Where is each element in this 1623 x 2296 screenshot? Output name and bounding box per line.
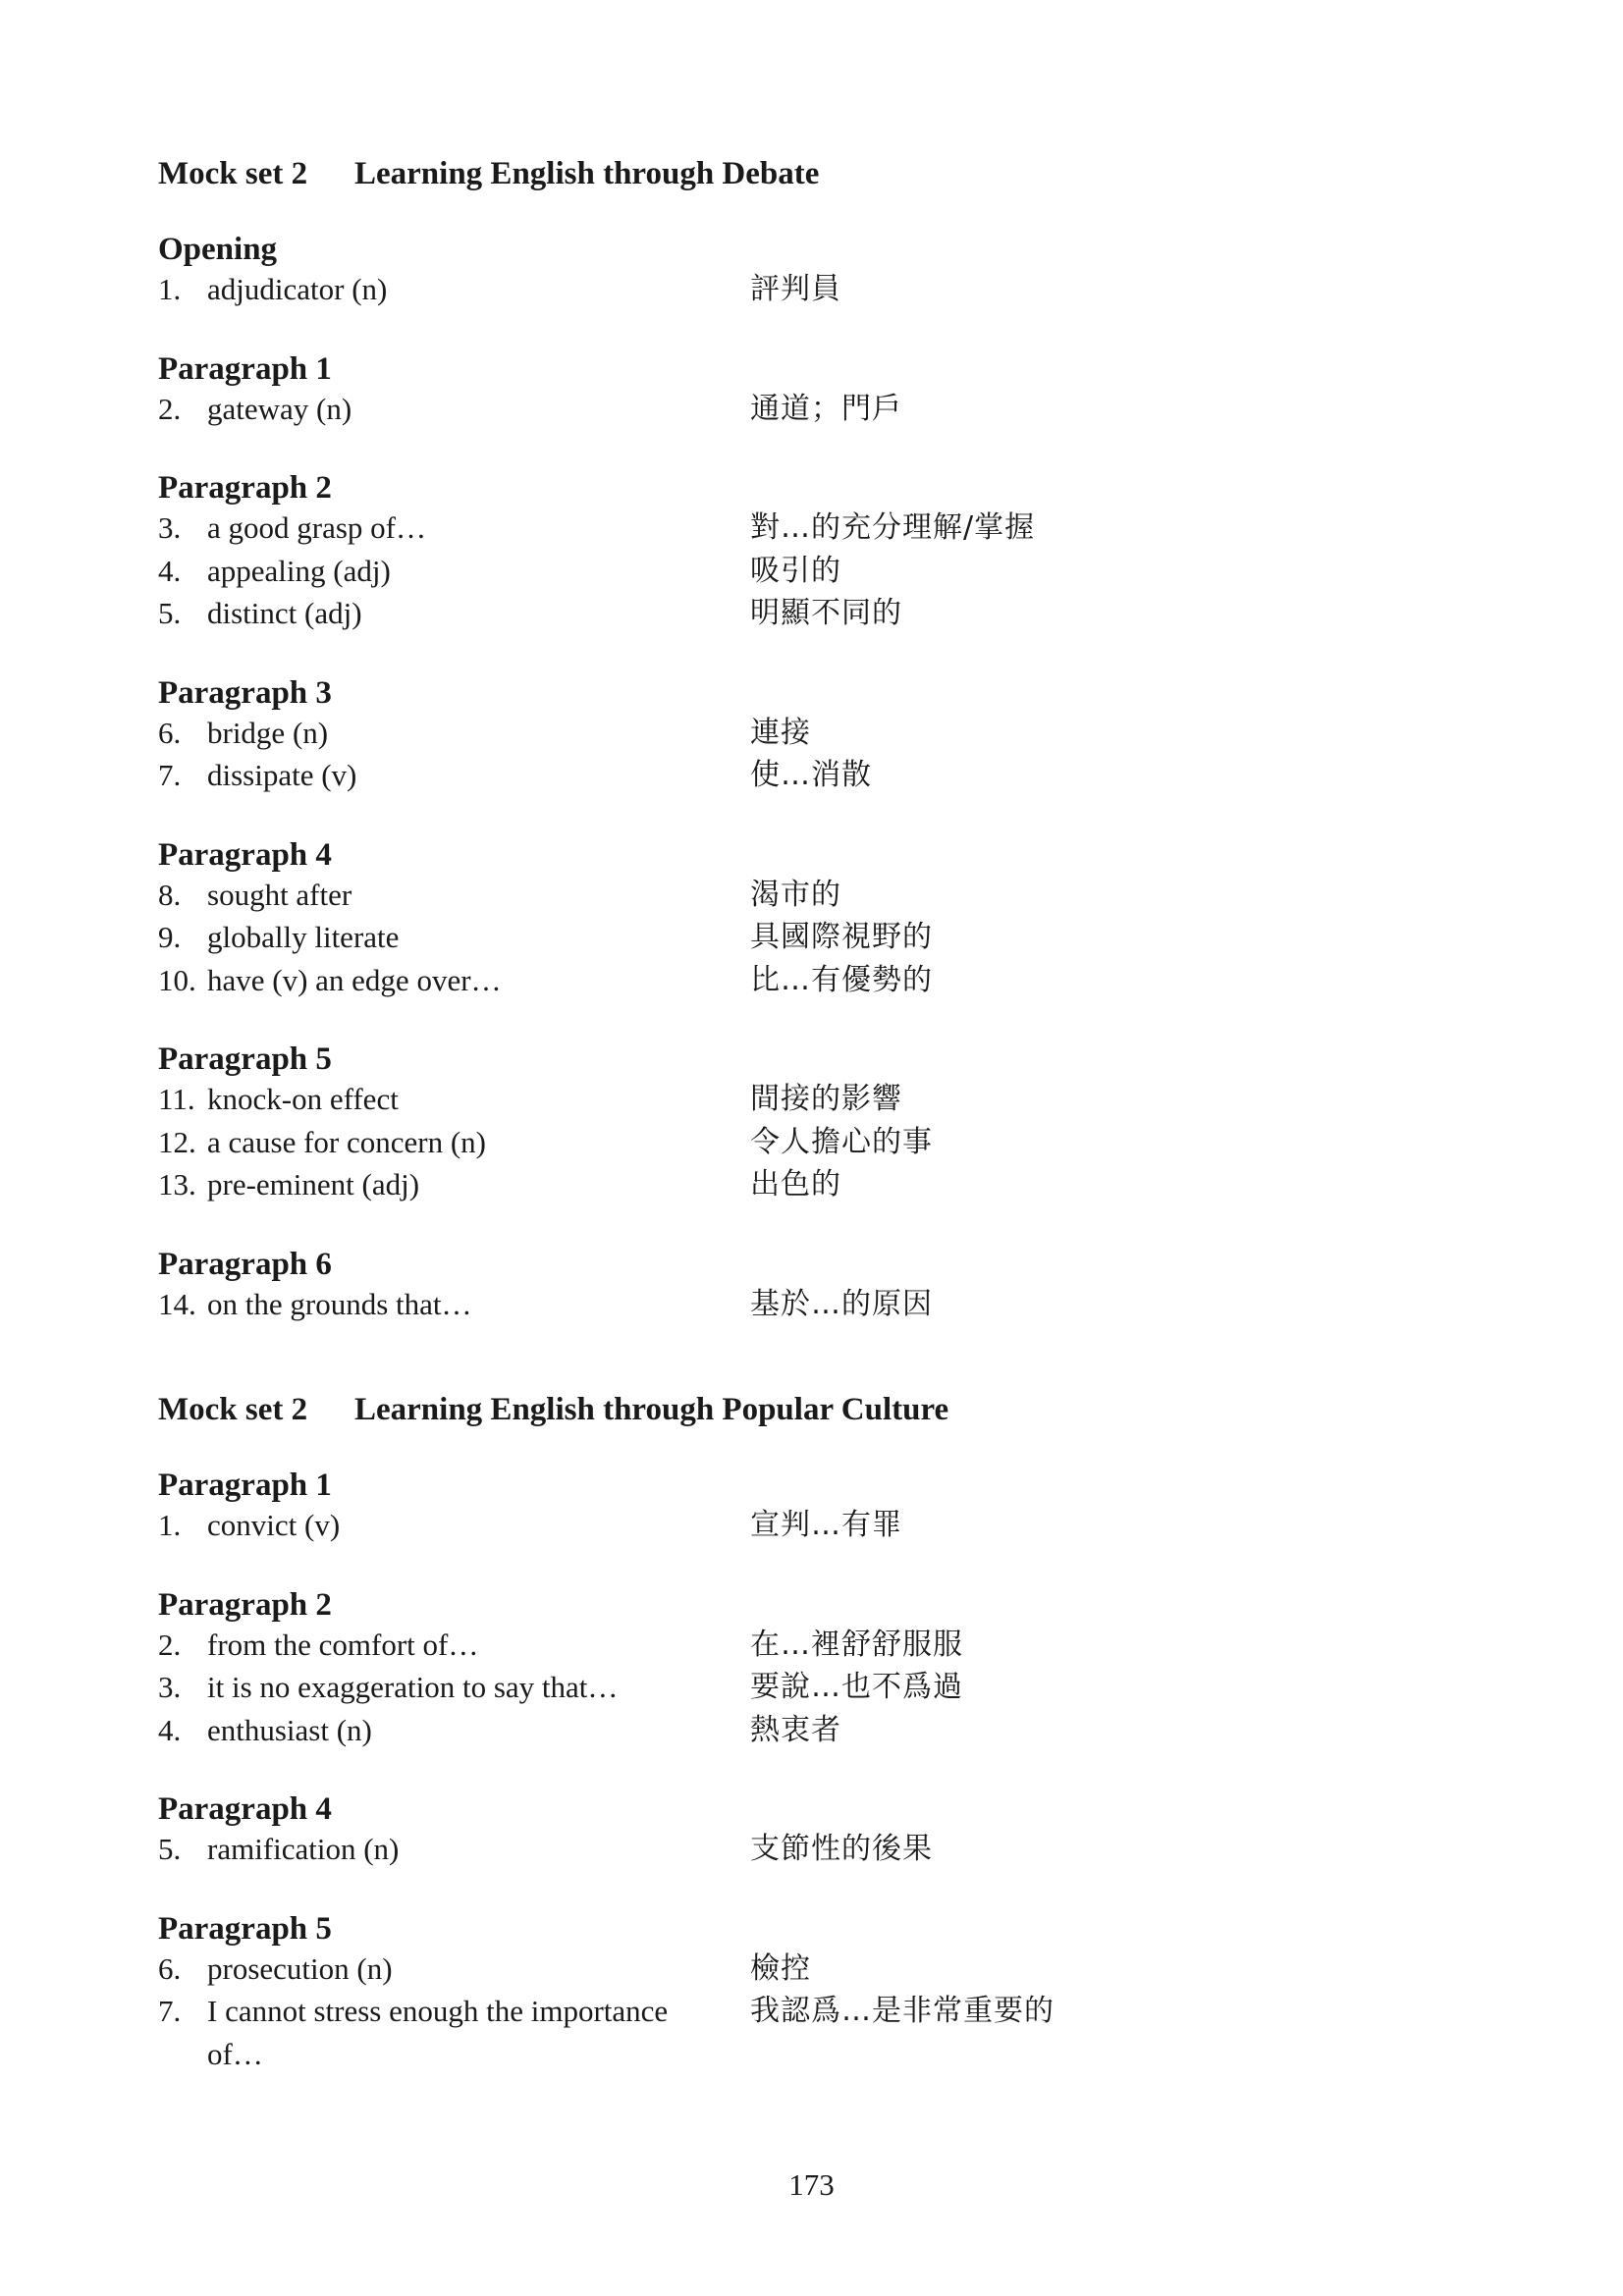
entry-number: 14. — [158, 1286, 196, 1321]
section-paragraph-2 — [158, 1586, 1464, 1752]
vocab-entry — [158, 1624, 1464, 1667]
entry-number: 13. — [158, 1167, 196, 1201]
entry-number: 5. — [158, 596, 182, 630]
entry-term: distinct (adj) — [207, 596, 362, 630]
vocab-entry — [158, 1828, 1464, 1871]
vocab-entry — [158, 1948, 1464, 1991]
vocab-entry — [158, 1709, 1464, 1752]
section-title: Paragraph 5 — [158, 1910, 332, 1947]
entry-term: knock-on effect — [207, 1082, 399, 1116]
entry-translation: 使…消散 — [750, 758, 872, 792]
entry-translation: 通道；門戶 — [750, 391, 902, 426]
entry-number: 4. — [158, 553, 182, 588]
vocab-entry — [158, 507, 1464, 550]
vocab-entry — [158, 592, 1464, 635]
entry-term: pre-eminent (adj) — [207, 1167, 420, 1201]
entry-term: prosecution (n) — [207, 1950, 393, 1986]
section-paragraph-2 — [158, 469, 1464, 635]
section-paragraph-1 — [158, 1467, 1464, 1547]
entry-term: bridge (n) — [207, 715, 329, 750]
entry-translation: 在…裡舒舒服服 — [750, 1627, 963, 1662]
entry-term: a cause for concern (n) — [207, 1124, 486, 1159]
set-label: Mock set 2 — [158, 1392, 308, 1427]
vocab-entry — [158, 268, 1464, 311]
entry-number: 1. — [158, 1508, 182, 1542]
section-title: Paragraph 4 — [158, 836, 332, 873]
vocab-entry — [158, 874, 1464, 917]
entry-number: 1. — [158, 272, 182, 306]
entry-translation: 熱衷者 — [750, 1712, 841, 1747]
section-paragraph-4 — [158, 1790, 1464, 1871]
page-number: 173 — [788, 2167, 835, 2202]
entry-term: ramification (n) — [207, 1832, 400, 1866]
entry-translation: 令人擔心的事 — [750, 1124, 933, 1159]
entry-term: it is no exaggeration to say that… — [207, 1670, 619, 1704]
entry-term: adjudicator (n) — [207, 272, 388, 306]
entry-translation: 渴市的 — [750, 877, 841, 912]
entry-number: 3. — [158, 510, 182, 545]
section-title: Paragraph 1 — [158, 350, 332, 387]
entry-term-line: I cannot stress enough the importance — [207, 1994, 669, 2028]
entry-translation: 檢控 — [750, 1950, 811, 1986]
section-title: Paragraph 4 — [158, 1791, 332, 1827]
vocab-entry — [158, 754, 1464, 797]
entry-translation: 評判員 — [750, 272, 841, 306]
entry-number: 10. — [158, 962, 196, 997]
entry-term: a good grasp of… — [207, 510, 426, 545]
section-opening — [158, 231, 1464, 311]
entry-number: 9. — [158, 920, 182, 954]
entry-term: gateway (n) — [207, 391, 352, 426]
entry-translation: 具國際視野的 — [750, 920, 933, 954]
section-title: Paragraph 3 — [158, 674, 332, 711]
vocab-entry — [158, 1990, 1464, 2075]
section-title: Paragraph 1 — [158, 1468, 332, 1503]
entry-translation: 吸引的 — [750, 553, 841, 588]
entry-translation: 明顯不同的 — [750, 596, 902, 630]
entry-term: appealing (adj) — [207, 553, 391, 588]
entry-translation: 間接的影響 — [750, 1082, 902, 1116]
section-title: Paragraph 5 — [158, 1041, 332, 1077]
entry-term: from the comfort of… — [207, 1627, 479, 1662]
vocab-entry — [158, 1121, 1464, 1164]
set-title: Learning English through Popular Culture — [354, 1392, 949, 1427]
entry-number: 7. — [158, 1994, 182, 2028]
entry-term: enthusiast (n) — [207, 1712, 372, 1747]
entry-number: 5. — [158, 1832, 182, 1866]
section-paragraph-5 — [158, 1041, 1464, 1206]
entry-translation: 出色的 — [750, 1167, 841, 1201]
vocab-entry — [158, 712, 1464, 755]
set-label: Mock set 2 — [158, 156, 308, 191]
vocab-entry — [158, 550, 1464, 593]
entry-translation: 宣判…有罪 — [750, 1508, 902, 1542]
entry-number: 2. — [158, 391, 182, 426]
entry-term: globally literate — [207, 920, 400, 954]
entry-translation: 支節性的後果 — [750, 1832, 933, 1866]
entry-number: 2. — [158, 1627, 182, 1662]
section-paragraph-3 — [158, 674, 1464, 797]
entry-number: 12. — [158, 1124, 196, 1159]
set-heading-pop-culture — [158, 1388, 1464, 1431]
vocab-entry — [158, 1504, 1464, 1547]
section-title: Paragraph 2 — [158, 1586, 332, 1623]
vocab-entry — [158, 388, 1464, 431]
entry-translation: 要說…也不爲過 — [750, 1670, 963, 1704]
set-heading-debate — [158, 152, 1464, 195]
set-title: Learning English through Debate — [354, 156, 820, 191]
entry-translation: 對…的充分理解/掌握 — [750, 510, 1036, 545]
entry-term: have (v) an edge over… — [207, 962, 502, 997]
section-paragraph-1 — [158, 350, 1464, 431]
vocabulary-page — [158, 152, 1464, 2075]
section-title: Paragraph 2 — [158, 470, 332, 506]
vocab-entry — [158, 1666, 1464, 1709]
entry-translation: 基於…的原因 — [750, 1286, 933, 1321]
entry-number: 6. — [158, 715, 182, 750]
entry-number: 3. — [158, 1670, 182, 1704]
vocab-entry — [158, 1283, 1464, 1326]
entry-translation: 比…有優勢的 — [750, 962, 933, 997]
vocab-entry — [158, 1078, 1464, 1121]
section-paragraph-6 — [158, 1246, 1464, 1326]
vocab-entry — [158, 1163, 1464, 1206]
section-title: Paragraph 6 — [158, 1246, 332, 1282]
entry-number: 6. — [158, 1950, 182, 1986]
entry-translation: 我認爲…是非常重要的 — [750, 1994, 1055, 2028]
section-paragraph-4 — [158, 836, 1464, 1002]
entry-number: 8. — [158, 877, 182, 912]
vocab-entry — [158, 916, 1464, 959]
section-paragraph-5 — [158, 1910, 1464, 2076]
entry-term: dissipate (v) — [207, 758, 357, 792]
section-title: Opening — [158, 232, 278, 267]
vocab-entry — [158, 959, 1464, 1002]
entry-term: convict (v) — [207, 1508, 341, 1542]
entry-term: sought after — [207, 877, 352, 912]
entry-number: 4. — [158, 1712, 182, 1747]
entry-number: 7. — [158, 758, 182, 792]
entry-term — [207, 1990, 750, 2075]
entry-translation: 連接 — [750, 715, 811, 750]
entry-number: 11. — [158, 1082, 195, 1116]
entry-term: on the grounds that… — [207, 1286, 472, 1321]
entry-term-continuation: of… — [207, 2036, 263, 2071]
